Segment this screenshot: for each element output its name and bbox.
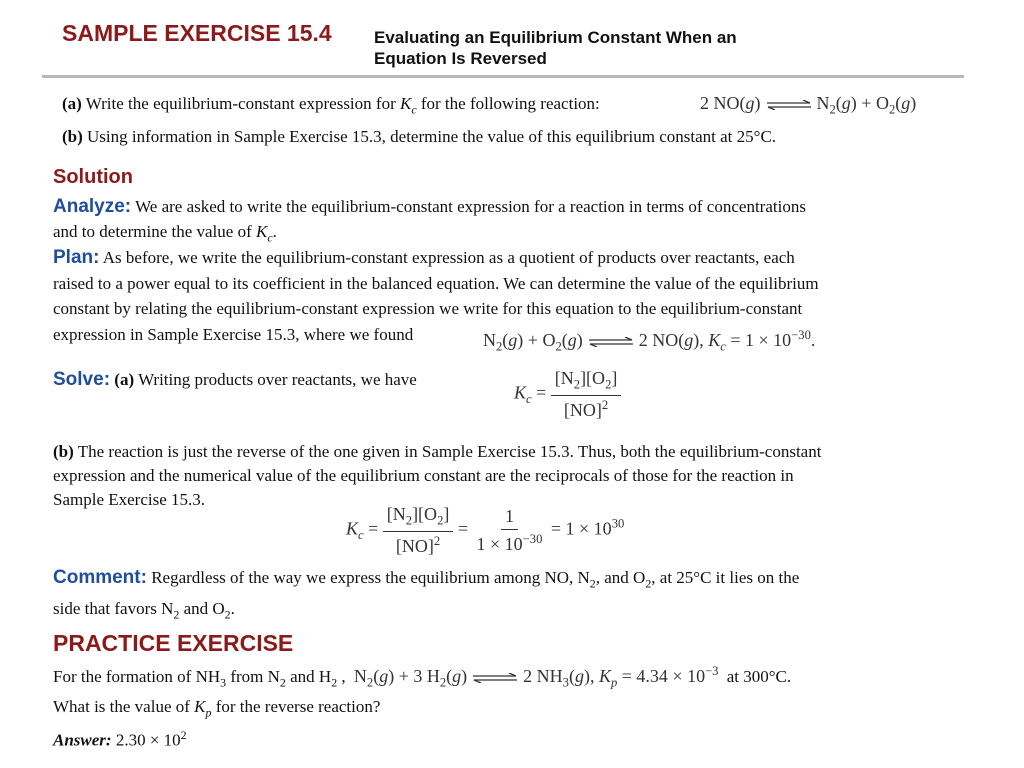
analyze-label: Analyze: xyxy=(53,196,132,217)
reaction-equation-reversed: 2 NO(g) $N_2(g) + O_2(g)$ xyxy=(700,93,917,117)
problem-b-label: (b) xyxy=(62,127,83,146)
header-rule xyxy=(42,75,964,78)
practice-line-1-before: For the formation of NH xyxy=(53,667,221,686)
answer-value: 2.30 × 10 xyxy=(115,730,181,750)
analyze-text-1: We are asked to write the equilibrium-constant expression for a reaction in terms of concentrations xyxy=(135,197,806,216)
kc-expression: $K_c$ = $\frac{[N_2][O_2]}{[NO]^2}$ xyxy=(514,368,621,421)
exercise-subtitle xyxy=(374,27,737,69)
solution-heading: Solution xyxy=(53,166,133,188)
practice-line-1-mid1: from N xyxy=(230,667,280,686)
comment-line-2-mid: and O xyxy=(183,599,225,619)
equilibrium-arrow-icon xyxy=(473,673,517,683)
answer-exponent: 2 xyxy=(180,728,187,742)
problem-b xyxy=(62,124,776,149)
solution-b-line-1: The reaction is just the reverse of the one given in Sample Exercise 15.3. Thus, both the equilibrium-constant xyxy=(77,442,822,461)
problem-a-text-after: for the following reaction: xyxy=(420,94,600,113)
practice-paragraph: For the formation of $NH_3$ from $N_2$ and $H_2$ , $N_2(g) + 3$ $H_2(g)$ 2 $NH_3(g)$, $K_p = 4.34 \times 10^{-3}$ at 300°C. What is the value of $K_p$ for the reverse reaction? xyxy=(53,664,792,719)
analyze-text-2: and to determine the value of xyxy=(53,222,252,241)
plan-line-3: constant by relating the equilibrium-constant expression we write for this equation to the equilibrium-constant xyxy=(53,299,803,318)
plan-line-1: As before, we write the equilibrium-constant expression as a quotient of products over reactants, each xyxy=(102,248,795,267)
comment-line-1-after: , at 25°C it lies on the xyxy=(651,568,800,587)
plan-line-4: expression in Sample Exercise 15.3, where we found xyxy=(53,324,414,344)
solve-a-text: Writing products over reactants, we have xyxy=(138,370,417,389)
reaction-equation-forward: $N_2(g) + O_2(g)$ 2 NO(g), $K_c = 1 \times 10^{-30}$. xyxy=(483,328,816,354)
problem-a-text-before: Write the equilibrium-constant expression for xyxy=(85,94,396,113)
problem-b-text: Using information in Sample Exercise 15.3, determine the value of this equilibrium constant at 25°C. xyxy=(87,127,777,146)
solve-paragraph xyxy=(53,367,417,392)
practice-line-2-before: What is the value of xyxy=(53,696,190,716)
subtitle-line-1: Evaluating an Equilibrium Constant When an xyxy=(374,28,737,47)
practice-answer xyxy=(53,723,187,753)
plan-line-2: raised to a power equal to its coefficient in the balanced equation. We can determine the value of the equilibrium xyxy=(53,273,819,293)
practice-heading: PRACTICE EXERCISE xyxy=(53,630,294,656)
practice-line-1-mid2: and H xyxy=(290,667,332,686)
problem-a: (a) Write the equilibrium-constant expression for $K_c$ for the following reaction: xyxy=(62,94,600,117)
solution-b-paragraph xyxy=(53,440,983,512)
comment-line-2-before: side that favors N xyxy=(53,599,174,619)
exercise-title: SAMPLE EXERCISE 15.4 xyxy=(62,20,332,46)
kc-value-equation: $K_c$ = $\frac{[N_2][O_2]}{[NO]^2}$ = $\frac{1}{1 \times 10^{-30}}$ = $1 \times 10^{30}$ xyxy=(346,504,625,556)
equilibrium-arrow-icon xyxy=(767,100,811,110)
solve-a-label: (a) xyxy=(114,370,135,389)
answer-label: Answer: xyxy=(53,730,112,750)
practice-reaction-equation: $N_2(g) + 3$ $H_2(g)$ 2 $NH_3(g)$, $K_p = 4.34 \times 10^{-3}$ xyxy=(353,664,719,690)
comment-line-1-before: Regardless of the way we express the equilibrium among NO, N xyxy=(151,568,590,587)
practice-line-2-after: for the reverse reaction? xyxy=(215,696,381,716)
comment-label: Comment: xyxy=(53,567,147,588)
practice-line-1-after: at 300°C. xyxy=(726,667,792,686)
problem-a-label: (a) xyxy=(62,94,82,113)
solution-b-label: (b) xyxy=(53,442,74,461)
solution-b-line-2: expression and the numerical value of the equilibrium constant are the reciprocals of those for the reaction in xyxy=(53,466,794,485)
plan-label: Plan: xyxy=(53,247,100,268)
comment-paragraph: Comment: Regardless of the way we express the equilibrium among NO, $N_2$, and $O_2$, at 25°C it lies on the side that favors $N_2$ and $O_2$. xyxy=(53,567,800,622)
equilibrium-arrow-icon xyxy=(589,337,633,347)
subtitle-line-2: Equation Is Reversed xyxy=(374,49,547,68)
solution-b-line-3: Sample Exercise 15.3. xyxy=(53,490,206,509)
comment-line-1-mid: , and O xyxy=(595,568,646,587)
analyze-paragraph: Analyze: We are asked to write the equilibrium-constant expression for a reaction in terms of concentrations and to determine the value of $K_c$. xyxy=(53,196,806,245)
solve-label: Solve: xyxy=(53,369,111,390)
